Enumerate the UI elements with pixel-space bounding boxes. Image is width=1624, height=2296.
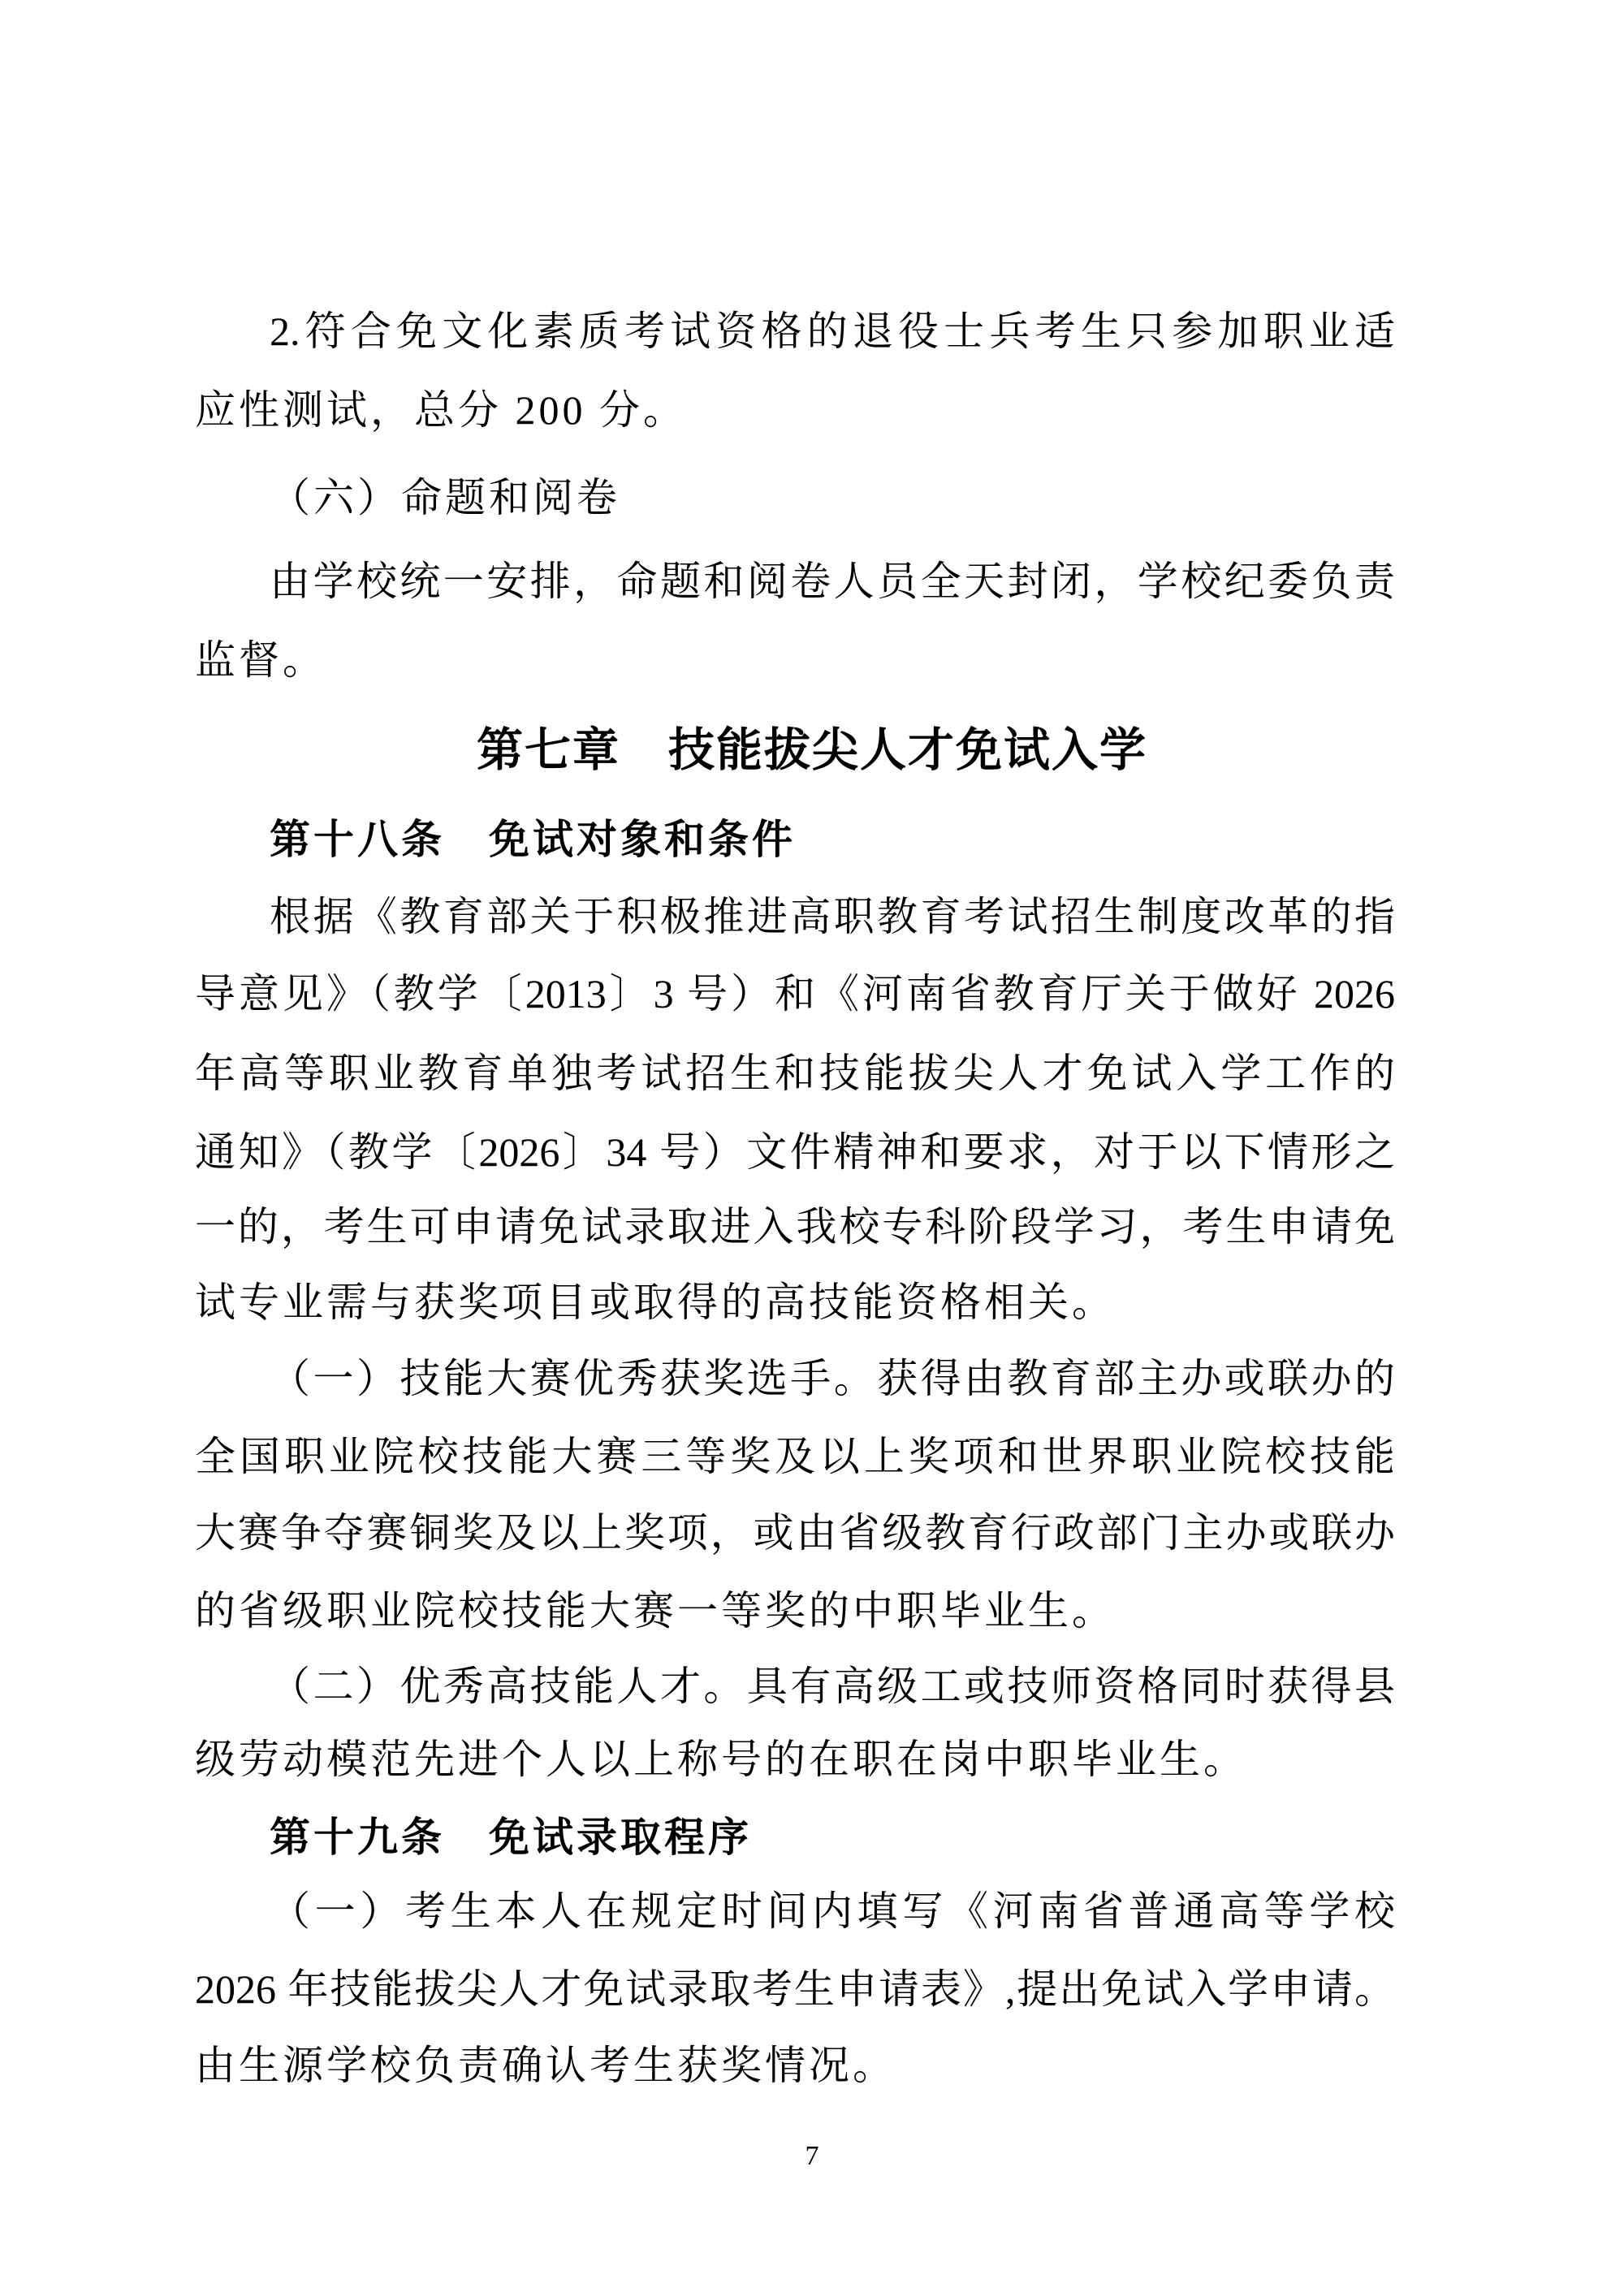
paragraph-line: 一的，考生可申请免试录取进入我校专科阶段学习，考生申请免: [195, 1204, 1395, 1249]
paragraph-line: 2.符合免文化素质考试资格的退役士兵考生只参加职业适: [270, 309, 1395, 354]
paragraph-line: 级劳动模范先进个人以上称号的在职在岗中职毕业生。: [195, 1737, 1247, 1782]
paragraph-line: 导意见》（教学〔2013〕3 号）和《河南省教育厅关于做好 2026: [195, 971, 1395, 1016]
subsection-heading: （六）命题和阅卷: [270, 475, 620, 520]
paragraph-line: 由学校统一安排，命题和阅卷人员全天封闭，学校纪委负责: [270, 559, 1395, 604]
paragraph-line: （二）优秀高技能人才。具有高级工或技师资格同时获得县: [270, 1664, 1395, 1709]
paragraph-line: 2026 年技能拔尖人才免试录取考生申请表》,提出免试入学申请。: [195, 1966, 1395, 2012]
section-heading-article-18: 第十八条 免试对象和条件: [270, 817, 796, 862]
section-heading-article-19: 第十九条 免试录取程序: [270, 1815, 752, 1860]
paragraph-line: 年高等职业教育单独考试招生和技能拔尖人才免试入学工作的: [195, 1051, 1395, 1096]
paragraph-line: 通知》（教学〔2026〕34 号）文件精神和要求，对于以下情形之: [195, 1129, 1395, 1175]
paragraph-line: 全国职业院校技能大赛三等奖及以上奖项和世界职业院校技能: [195, 1434, 1395, 1479]
paragraph-line: 大赛争夺赛铜奖及以上奖项，或由省级教育行政部门主办或联办: [195, 1510, 1395, 1556]
page-number: 7: [805, 2141, 819, 2171]
paragraph-line: （一）技能大赛优秀获奖选手。获得由教育部主办或联办的: [270, 1356, 1395, 1401]
paragraph-line: 试专业需与获奖项目或取得的高技能资格相关。: [195, 1280, 1116, 1325]
paragraph-line: 监督。: [195, 637, 326, 683]
chapter-heading: 第七章 技能拔尖人才免试入学: [477, 724, 1147, 776]
paragraph-line: 的省级职业院校技能大赛一等奖的中职毕业生。: [195, 1588, 1116, 1634]
paragraph-line: （一）考生本人在规定时间内填写《河南省普通高等学校: [270, 1888, 1395, 1934]
paragraph-line: 根据《教育部关于积极推进高职教育考试招生制度改革的指: [270, 894, 1395, 939]
paragraph-line: 由生源学校负责确认考生获奖情况。: [195, 2043, 896, 2088]
paragraph-line: 应性测试，总分 200 分。: [195, 387, 687, 433]
